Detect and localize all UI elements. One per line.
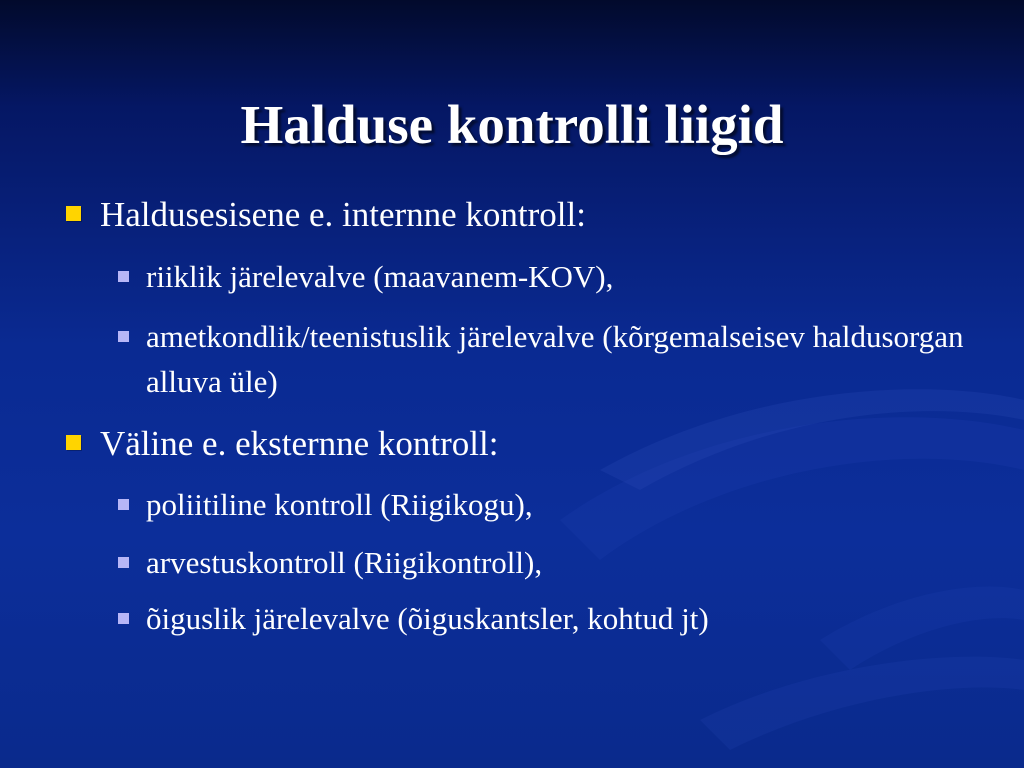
list-subitem-text: arvestuskontroll (Riigikontroll), xyxy=(146,545,543,580)
square-bullet-icon xyxy=(118,557,129,568)
list-item-text: Väline e. eksternne kontroll: xyxy=(100,424,499,463)
list-subitem-text: ametkondlik/teenistuslik järelevalve (kõrgemalseisev haldusorgan alluva üle) xyxy=(146,319,964,399)
list-subitem-text: poliitiline kontroll (Riigikogu), xyxy=(146,487,533,522)
list-subitem xyxy=(146,254,966,299)
list-item xyxy=(100,424,498,464)
list-subitem xyxy=(146,482,966,527)
list-subitem xyxy=(146,314,966,404)
list-item xyxy=(100,195,586,235)
list-subitem-text: riiklik järelevalve (maavanem-KOV), xyxy=(146,259,614,294)
square-bullet-icon xyxy=(118,331,129,342)
square-bullet-icon xyxy=(118,613,129,624)
square-bullet-icon xyxy=(118,499,129,510)
slide-title: Halduse kontrolli liigid xyxy=(240,94,784,155)
square-bullet-icon xyxy=(66,435,81,450)
list-subitem xyxy=(146,540,966,585)
square-bullet-icon xyxy=(118,271,129,282)
list-subitem-text: õiguslik järelevalve (õiguskantsler, kohtud jt) xyxy=(146,601,709,636)
list-subitem xyxy=(146,596,966,641)
square-bullet-icon xyxy=(66,206,81,221)
list-item-text: Haldusesisene e. internne kontroll: xyxy=(100,195,586,234)
